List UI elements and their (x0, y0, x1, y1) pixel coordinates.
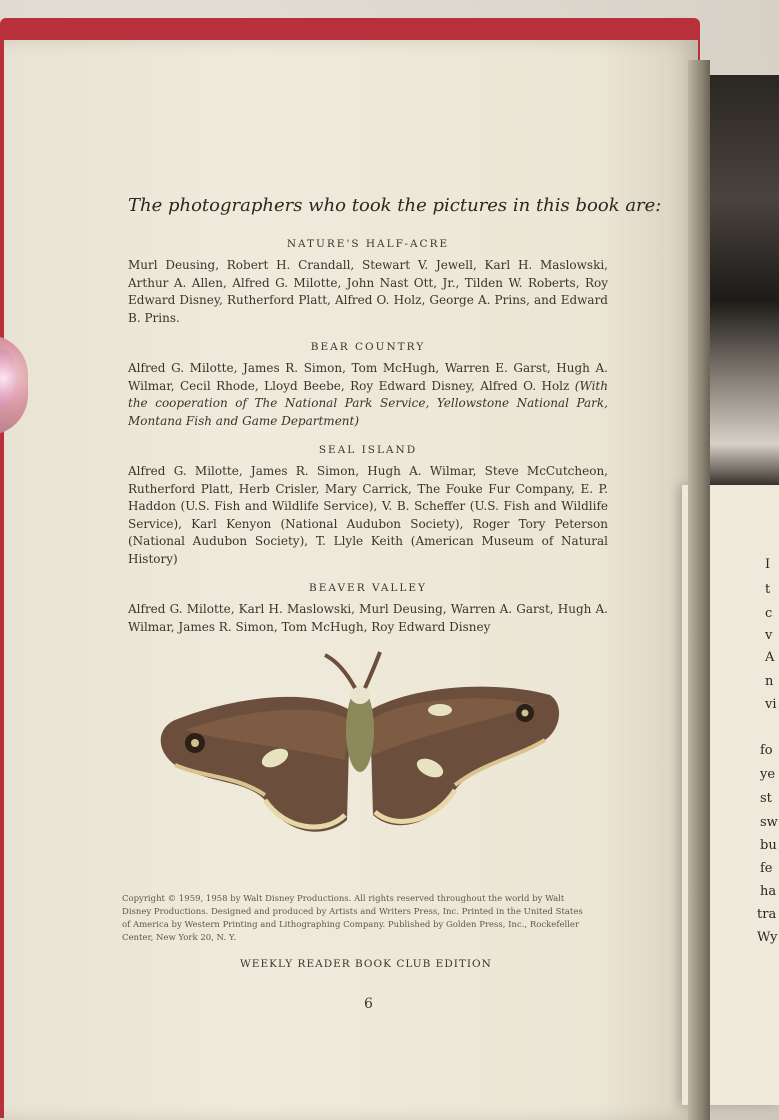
moth-illustration (155, 650, 565, 850)
right-page-fragment: I (765, 557, 771, 572)
glitter-nail (0, 349, 16, 407)
section-body: Murl Deusing, Robert H. Crandall, Stewart V. Jewell, Karl H. Maslowski, Arthur A. Allen, Alfred G. Milotte, John Nast Ott, Jr., Tilden W. Roberts, Roy Edward Disney, Rutherford Platt, Alfred O. Holz, George A. Prins, and Edward B. Prins. (128, 258, 608, 325)
right-page-fragment: Wy (757, 930, 778, 945)
section-body: Alfred G. Milotte, Karl H. Maslowski, Murl Deusing, Warren A. Garst, Hugh A. Wilmar, James R. Simon, Tom McHugh, Roy Edward Disney (128, 602, 608, 634)
right-page-fragment: sw (760, 815, 778, 830)
credits-block (128, 195, 662, 650)
section-title: NATURE'S HALF-ACRE (286, 238, 450, 250)
section-body: Alfred G. Milotte, James R. Simon, Hugh A. Wilmar, Steve McCutcheon, Rutherford Platt, Herb Crisler, Mary Carrick, The Fouke Fur Company, E. P. Haddon (U.S. Fish and Wildlife Service), V. B. Scheffer (U.S. Fish and Wildlife Service), Karl Kenyon (National Audubon Society), Roger Tory Peterson (National Audubon Society), T. Llyle Keith (American Museum of Natural History) (128, 464, 608, 566)
right-page-fragment: tra (757, 907, 777, 922)
right-page-fragment: t (765, 582, 771, 597)
right-page-fragment: n (765, 674, 774, 689)
moth-antenna (325, 655, 355, 688)
copyright-notice: Copyright © 1959, 1958 by Walt Disney Productions. All rights reserved throughout the world by Walt Disney Productions. Designed and produced by Artists and Writers Press, Inc. Printed in the United States of America by Western Printing and Lithographing Company. Published by Golden Press, Inc., Rockefeller Center, New York 20, N. Y. (122, 894, 583, 943)
moth-antenna (365, 652, 380, 688)
section-title: BEAVER VALLEY (309, 582, 427, 594)
right-page-fragment: A (765, 650, 775, 665)
right-page-fragment: v (765, 628, 773, 643)
right-page-fragment: vi (765, 697, 777, 712)
edition-label: WEEKLY READER BOOK CLUB EDITION (240, 958, 492, 970)
right-page-fragment: st (760, 791, 772, 806)
section-title: BEAR COUNTRY (310, 341, 426, 353)
section-body-text: Alfred G. Milotte, James R. Simon, Tom McHugh, Warren E. Garst, Hugh A. Wilmar, Cecil Rhode, Lloyd Beebe, Roy Edward Disney, Alfred O. Holz (128, 361, 608, 393)
section-title: SEAL ISLAND (318, 444, 418, 456)
page-number: 6 (364, 996, 373, 1012)
section-note: (With the cooperation of The National Park Service, Yellowstone National Park, Montana Fish and Game Department) (128, 378, 608, 428)
section-body (128, 360, 608, 430)
right-page-fragment: bu (760, 838, 777, 853)
right-page-fragment: fo (760, 743, 773, 758)
right-page-fragment: fe (760, 861, 773, 876)
right-page-fragment: c (765, 606, 773, 621)
page-heading: The photographers who took the pictures in this book are: (128, 195, 662, 216)
right-page-fragment: ye (760, 767, 776, 782)
right-page-photo (700, 75, 779, 485)
right-page-fragment: ha (760, 884, 777, 899)
book-gutter (688, 60, 710, 1120)
